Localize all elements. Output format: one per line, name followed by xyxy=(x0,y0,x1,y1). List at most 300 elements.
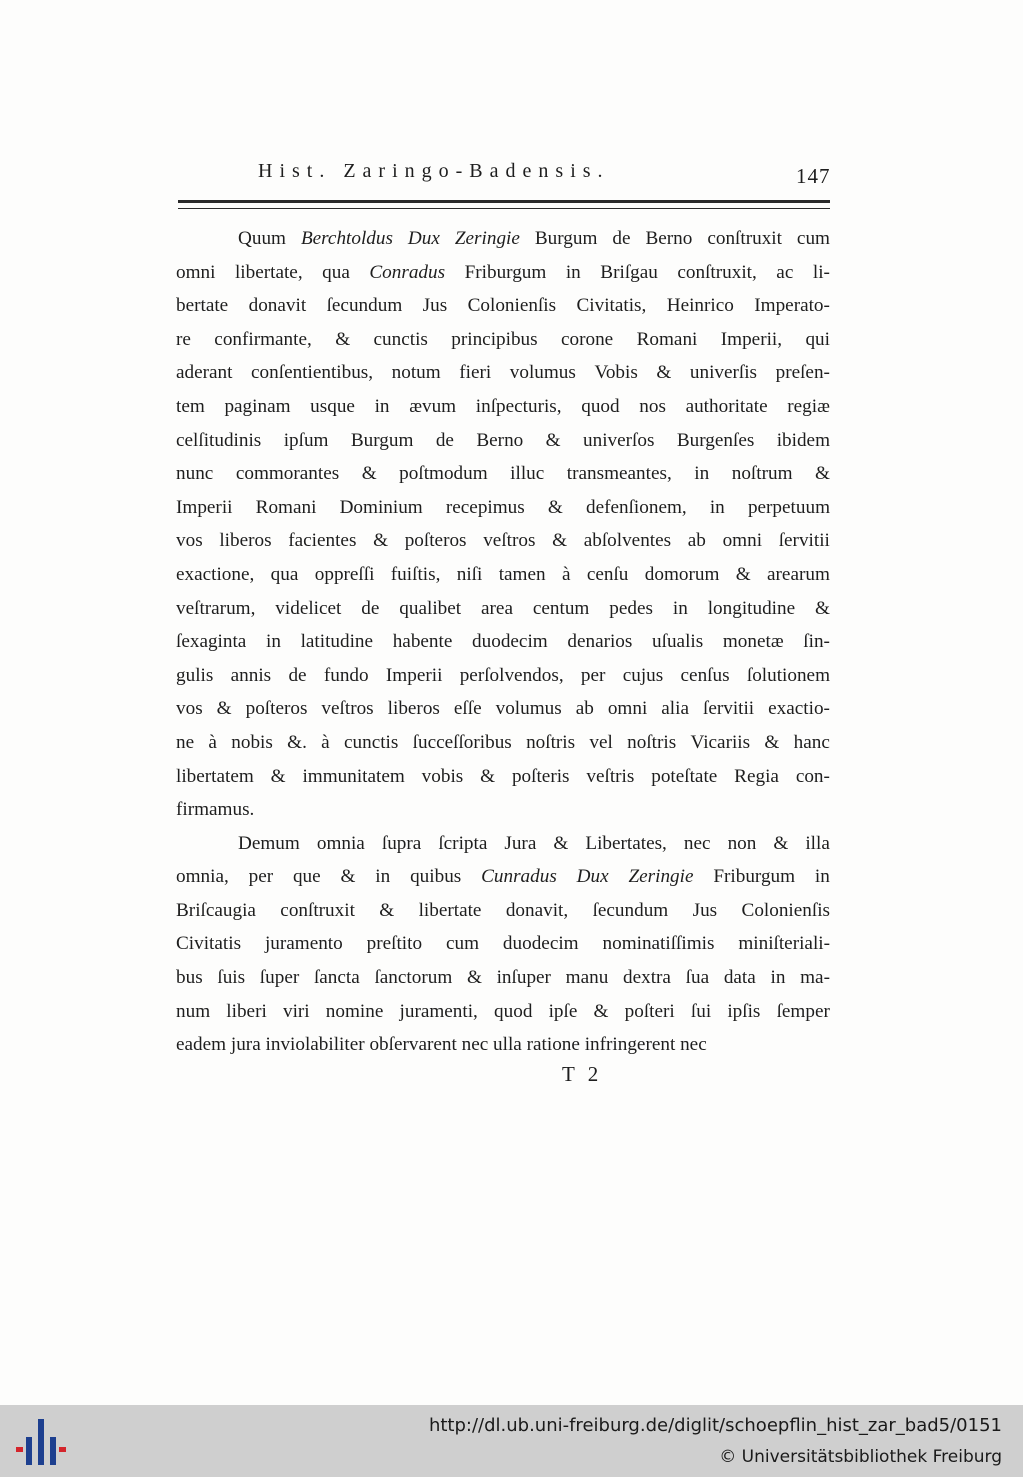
body-text xyxy=(176,222,830,1062)
word: eſſe xyxy=(453,698,482,720)
copyright-notice: © Universitätsbibliothek Freiburg xyxy=(719,1447,1002,1467)
text-line-content xyxy=(176,1028,830,1062)
text-line xyxy=(176,625,830,659)
word: cum xyxy=(796,228,830,249)
word: in xyxy=(770,967,786,989)
footer-bar xyxy=(0,1405,1023,1477)
text-line-content xyxy=(176,726,830,760)
word: ab xyxy=(575,698,594,720)
word: & xyxy=(552,530,568,552)
word: veſtros xyxy=(483,530,536,552)
word: & xyxy=(735,563,751,585)
word: cunctis xyxy=(373,328,428,350)
word: poſteri xyxy=(624,1000,675,1022)
word: & xyxy=(216,698,232,720)
word: recepimus xyxy=(445,496,525,518)
italic-name-word: Berchtoldus xyxy=(300,228,393,249)
word: nobis xyxy=(231,731,273,753)
word: obſervarent xyxy=(369,1034,457,1056)
word: noſtris xyxy=(627,731,677,753)
word: authoritate xyxy=(685,395,768,417)
text-line xyxy=(176,356,830,390)
text-line xyxy=(176,793,830,827)
header-rule-thick xyxy=(178,200,830,203)
word: Imperato- xyxy=(754,295,830,317)
word: nominatiſſimis xyxy=(602,933,715,955)
text-line xyxy=(176,1028,830,1062)
word: Friburgum xyxy=(713,866,796,888)
word: duodecim xyxy=(472,631,548,653)
italic-name-word: Cunradus xyxy=(481,866,557,888)
text-line xyxy=(176,424,830,458)
word: nos xyxy=(639,395,666,417)
word: exactione, xyxy=(176,563,255,585)
word: & xyxy=(466,967,482,989)
word: nec xyxy=(683,832,711,854)
word: & xyxy=(335,328,351,350)
text-line-content xyxy=(176,424,830,458)
word: cunctis xyxy=(344,731,399,753)
header-rule-thin xyxy=(178,208,830,209)
text-line xyxy=(176,558,830,592)
word: arearum xyxy=(767,563,830,585)
word: Jus xyxy=(422,295,448,317)
word: preſtito xyxy=(366,933,423,955)
word: transmeantes, xyxy=(566,463,672,485)
text-line-content xyxy=(238,827,830,861)
word: ſucceſſoribus xyxy=(412,731,512,753)
word: paginam xyxy=(224,395,291,417)
word: & xyxy=(553,832,569,854)
word: à xyxy=(561,563,571,585)
word: Vicariis xyxy=(690,731,751,753)
word: ipſe xyxy=(548,1000,578,1022)
word: cum xyxy=(445,933,480,955)
word: annis xyxy=(230,664,272,686)
text-line xyxy=(176,692,830,726)
word: omni xyxy=(607,698,648,720)
word: Colonienſis xyxy=(467,295,557,317)
word: donavit xyxy=(248,295,307,317)
text-line-content xyxy=(176,524,830,558)
text-line-content xyxy=(176,323,830,357)
word: ſuis xyxy=(217,967,246,989)
word: noſtrum xyxy=(731,463,793,485)
word: exactio- xyxy=(768,698,830,720)
word: inſuper xyxy=(496,967,551,989)
word: univerſis xyxy=(689,362,758,384)
text-line-content xyxy=(176,860,830,894)
word: alia xyxy=(661,698,689,720)
word: bus xyxy=(176,967,203,989)
word: fuiſtis, xyxy=(390,563,441,585)
word: Berno xyxy=(476,429,524,451)
word: Jura xyxy=(504,832,537,854)
word: & xyxy=(815,597,830,619)
word: & xyxy=(773,832,789,854)
text-line xyxy=(176,894,830,928)
paragraph-2 xyxy=(176,827,830,1062)
word: dextra xyxy=(623,967,671,989)
word: & xyxy=(547,496,563,518)
text-line xyxy=(176,390,830,424)
word: conſtruxit xyxy=(280,899,355,921)
word: inviolabiliter xyxy=(265,1034,365,1056)
word: Jus xyxy=(692,899,718,921)
running-head: Hist. Zaringo-Badensis. xyxy=(258,160,610,182)
text-line-content xyxy=(176,793,830,827)
word: cujus xyxy=(622,664,664,686)
word: li- xyxy=(812,261,830,283)
word: principibus xyxy=(451,328,538,350)
text-line-content xyxy=(176,659,830,693)
word: qua xyxy=(322,261,350,283)
text-line-content xyxy=(176,390,830,424)
word: in xyxy=(814,866,830,888)
word: veſtrarum, xyxy=(176,597,256,619)
word: ipſum xyxy=(283,429,329,451)
word: perpetuum xyxy=(747,496,830,518)
word: poteſtate xyxy=(651,765,718,787)
word: Libertates, xyxy=(585,832,667,854)
word: Friburgum xyxy=(464,261,547,283)
word: Quum xyxy=(238,228,286,249)
word: Colonienſis xyxy=(741,899,830,921)
word: preſen- xyxy=(775,362,830,384)
word: liberos xyxy=(387,698,440,720)
word: firmamus. xyxy=(176,799,255,821)
text-line-content xyxy=(176,356,830,390)
word: tamen xyxy=(498,563,546,585)
word: que xyxy=(292,866,321,888)
word: à xyxy=(208,731,217,753)
word: pedes xyxy=(609,597,653,619)
word: illa xyxy=(805,832,830,854)
word: veſtris xyxy=(586,765,635,787)
word: ſervitii xyxy=(778,530,830,552)
word: ſuper xyxy=(259,967,300,989)
word: ulla xyxy=(493,1034,522,1056)
word: omni xyxy=(722,530,763,552)
word: ſua xyxy=(685,967,710,989)
word: Regia xyxy=(734,765,779,787)
word: cenſus xyxy=(680,664,730,686)
word: Civitatis xyxy=(176,933,242,955)
word: usque xyxy=(310,395,355,417)
word: duodecim xyxy=(502,933,579,955)
word: Heinrico xyxy=(666,295,734,317)
word: habente xyxy=(392,631,453,653)
word: manu xyxy=(565,967,609,989)
word: ibidem xyxy=(776,429,830,451)
word: per xyxy=(248,866,274,888)
word: hanc xyxy=(793,731,830,753)
text-line-content xyxy=(176,592,830,626)
word: & xyxy=(270,765,286,787)
word: niſi xyxy=(456,563,483,585)
word: fundo xyxy=(323,664,369,686)
word: & xyxy=(340,866,356,888)
word: illuc xyxy=(510,463,545,485)
word: vos xyxy=(176,530,203,552)
text-line xyxy=(176,827,830,861)
word: centum xyxy=(532,597,590,619)
word: ſupra xyxy=(381,832,422,854)
word: vobis xyxy=(421,765,464,787)
word: re xyxy=(176,328,191,350)
word: Demum xyxy=(238,832,300,854)
text-line xyxy=(176,222,830,256)
word: in xyxy=(374,395,390,417)
word: domorum xyxy=(644,563,720,585)
word: nomine xyxy=(325,1000,384,1022)
text-line xyxy=(176,491,830,525)
word: de xyxy=(288,664,307,686)
word: liberos xyxy=(219,530,272,552)
text-line xyxy=(176,961,830,995)
word: ipſis xyxy=(727,1000,761,1022)
word: & xyxy=(593,1000,609,1022)
word: poſteros xyxy=(245,698,308,720)
word: & xyxy=(545,429,561,451)
ub-freiburg-logo-icon xyxy=(14,1415,68,1469)
word: & xyxy=(373,530,389,552)
word: num xyxy=(176,1000,211,1022)
text-line-content xyxy=(176,692,830,726)
word: latitudine xyxy=(300,631,374,653)
word: in xyxy=(672,597,688,619)
word: poſteris xyxy=(511,765,570,787)
word: perſolvendos, xyxy=(459,664,564,686)
text-line xyxy=(176,995,830,1029)
word: non xyxy=(727,832,757,854)
word: celſitudinis xyxy=(176,429,262,451)
word: juramento xyxy=(264,933,343,955)
text-line xyxy=(176,256,830,290)
text-line xyxy=(176,760,830,794)
word: facientes xyxy=(288,530,357,552)
word: ſecundum xyxy=(326,295,403,317)
word: Burgum xyxy=(534,228,598,249)
word: aderant xyxy=(176,362,233,384)
word: ratione xyxy=(526,1034,580,1056)
word: gulis xyxy=(176,664,214,686)
word: omni xyxy=(176,261,216,283)
signature-mark: T 2 xyxy=(562,1062,603,1086)
word: &. xyxy=(287,731,307,753)
word: nec xyxy=(680,1034,707,1056)
paragraph-1 xyxy=(176,222,830,827)
word: volumus xyxy=(509,362,576,384)
word: ævum xyxy=(409,395,457,417)
text-line xyxy=(176,860,830,894)
word: Burgum xyxy=(350,429,414,451)
word: ſin- xyxy=(803,631,830,653)
word: jura xyxy=(230,1034,261,1056)
text-line-content xyxy=(176,760,830,794)
word: fieri xyxy=(459,362,492,384)
word: Briſcaugia xyxy=(176,899,256,921)
text-line-content xyxy=(176,995,830,1029)
word: vel xyxy=(589,731,613,753)
source-url[interactable]: http://dl.ub.uni-freiburg.de/diglit/schoepflin_hist_zar_bad5/0151 xyxy=(428,1415,1002,1436)
word: nec xyxy=(461,1034,489,1056)
text-line xyxy=(176,524,830,558)
word: Burgenſes xyxy=(676,429,755,451)
word: regiæ xyxy=(787,395,830,417)
word: videlicet xyxy=(275,597,342,619)
word: in xyxy=(565,261,581,283)
word: monetæ xyxy=(722,631,784,653)
word: Imperii, xyxy=(720,328,783,350)
italic-name-word: Dux xyxy=(407,228,440,249)
word: Imperii xyxy=(176,496,233,518)
word: ac xyxy=(776,261,794,283)
word: libertatem xyxy=(176,765,254,787)
word: quod xyxy=(494,1000,533,1022)
word: univerſos xyxy=(583,429,655,451)
word: denarios xyxy=(567,631,633,653)
word: in xyxy=(375,866,391,888)
word: Berno xyxy=(645,228,693,249)
text-line-content xyxy=(176,256,830,290)
text-line-content xyxy=(176,894,830,928)
word: ſcripta xyxy=(438,832,488,854)
text-line xyxy=(176,726,830,760)
word: omnia, xyxy=(176,866,229,888)
text-line-content xyxy=(176,457,830,491)
word: poſteros xyxy=(404,530,467,552)
word: ab xyxy=(687,530,706,552)
word: noſtris xyxy=(526,731,576,753)
word: & xyxy=(656,362,672,384)
word: Imperii xyxy=(385,664,443,686)
word: ſemper xyxy=(776,1000,830,1022)
word: confirmante, xyxy=(214,328,312,350)
word: corone xyxy=(561,328,614,350)
word: & xyxy=(480,765,496,787)
word: Vobis xyxy=(594,362,638,384)
word: conſtruxit, xyxy=(677,261,757,283)
word: ſancta xyxy=(313,967,360,989)
word: de xyxy=(612,228,631,249)
word: notum xyxy=(391,362,441,384)
text-line-content xyxy=(176,558,830,592)
word: à xyxy=(321,731,330,753)
word: ſervitii xyxy=(702,698,755,720)
word: ſecundum xyxy=(592,899,669,921)
text-line xyxy=(176,592,830,626)
word: ſolutionem xyxy=(746,664,830,686)
word: ma- xyxy=(800,967,830,989)
italic-name-word: Zeringie xyxy=(454,228,520,249)
italic-name-word: Dux xyxy=(576,866,609,888)
word: viri xyxy=(282,1000,310,1022)
word: infringerent xyxy=(584,1034,676,1056)
text-line-content xyxy=(176,625,830,659)
word: de xyxy=(361,597,380,619)
text-line xyxy=(176,289,830,323)
word: bertate xyxy=(176,295,229,317)
word: Romani xyxy=(636,328,698,350)
text-line-content xyxy=(176,491,830,525)
text-line xyxy=(176,457,830,491)
word: eadem xyxy=(176,1034,227,1056)
text-line-content xyxy=(176,961,830,995)
word: cenſu xyxy=(586,563,629,585)
text-line xyxy=(176,323,830,357)
word: miniſteriali- xyxy=(738,933,830,955)
word: ſanctorum xyxy=(374,967,453,989)
word: Dominium xyxy=(339,496,423,518)
word: immunitatem xyxy=(302,765,405,787)
word: in xyxy=(709,496,725,518)
word: qui xyxy=(805,328,830,350)
word: ſui xyxy=(690,1000,712,1022)
text-line-content xyxy=(176,927,830,961)
word: conſentientibus, xyxy=(251,362,374,384)
word: area xyxy=(481,597,513,619)
word: donavit, xyxy=(505,899,569,921)
word: defenſionem, xyxy=(585,496,687,518)
word: ſexaginta xyxy=(176,631,247,653)
italic-name-word: Zeringie xyxy=(628,866,694,888)
word: conſtruxit xyxy=(707,228,782,249)
word: quibus xyxy=(410,866,462,888)
word: oppreſſi xyxy=(314,563,375,585)
word: volumus xyxy=(495,698,562,720)
word: de xyxy=(435,429,454,451)
word: inſpecturis, xyxy=(475,395,562,417)
word: uſualis xyxy=(652,631,704,653)
word: qua xyxy=(270,563,299,585)
page-number: 147 xyxy=(796,164,831,188)
word: abſolventes xyxy=(583,530,672,552)
word: ne xyxy=(176,731,195,753)
word: omnia xyxy=(316,832,365,854)
italic-name-word: Conradus xyxy=(369,261,446,283)
word: nunc xyxy=(176,463,214,485)
text-line-content xyxy=(238,222,830,256)
word: commorantes xyxy=(235,463,340,485)
word: con- xyxy=(795,765,830,787)
word: in xyxy=(694,463,710,485)
word: quod xyxy=(581,395,620,417)
word: vos xyxy=(176,698,203,720)
word: in xyxy=(265,631,281,653)
word: juramenti, xyxy=(399,1000,478,1022)
word: libertate, xyxy=(234,261,303,283)
text-line xyxy=(176,927,830,961)
word: per xyxy=(580,664,606,686)
word: tem xyxy=(176,395,205,417)
text-line-content xyxy=(176,289,830,323)
word: longitudine xyxy=(707,597,796,619)
word: Romani xyxy=(255,496,317,518)
word: & xyxy=(764,731,780,753)
word: & xyxy=(361,463,377,485)
word: qualibet xyxy=(399,597,462,619)
word: poſtmodum xyxy=(399,463,488,485)
word: & xyxy=(379,899,395,921)
word: Briſgau xyxy=(600,261,658,283)
word: veſtros xyxy=(321,698,374,720)
word: & xyxy=(815,463,830,485)
word: liberi xyxy=(226,1000,267,1022)
text-line xyxy=(176,659,830,693)
word: Civitatis, xyxy=(576,295,647,317)
word: libertate xyxy=(418,899,482,921)
